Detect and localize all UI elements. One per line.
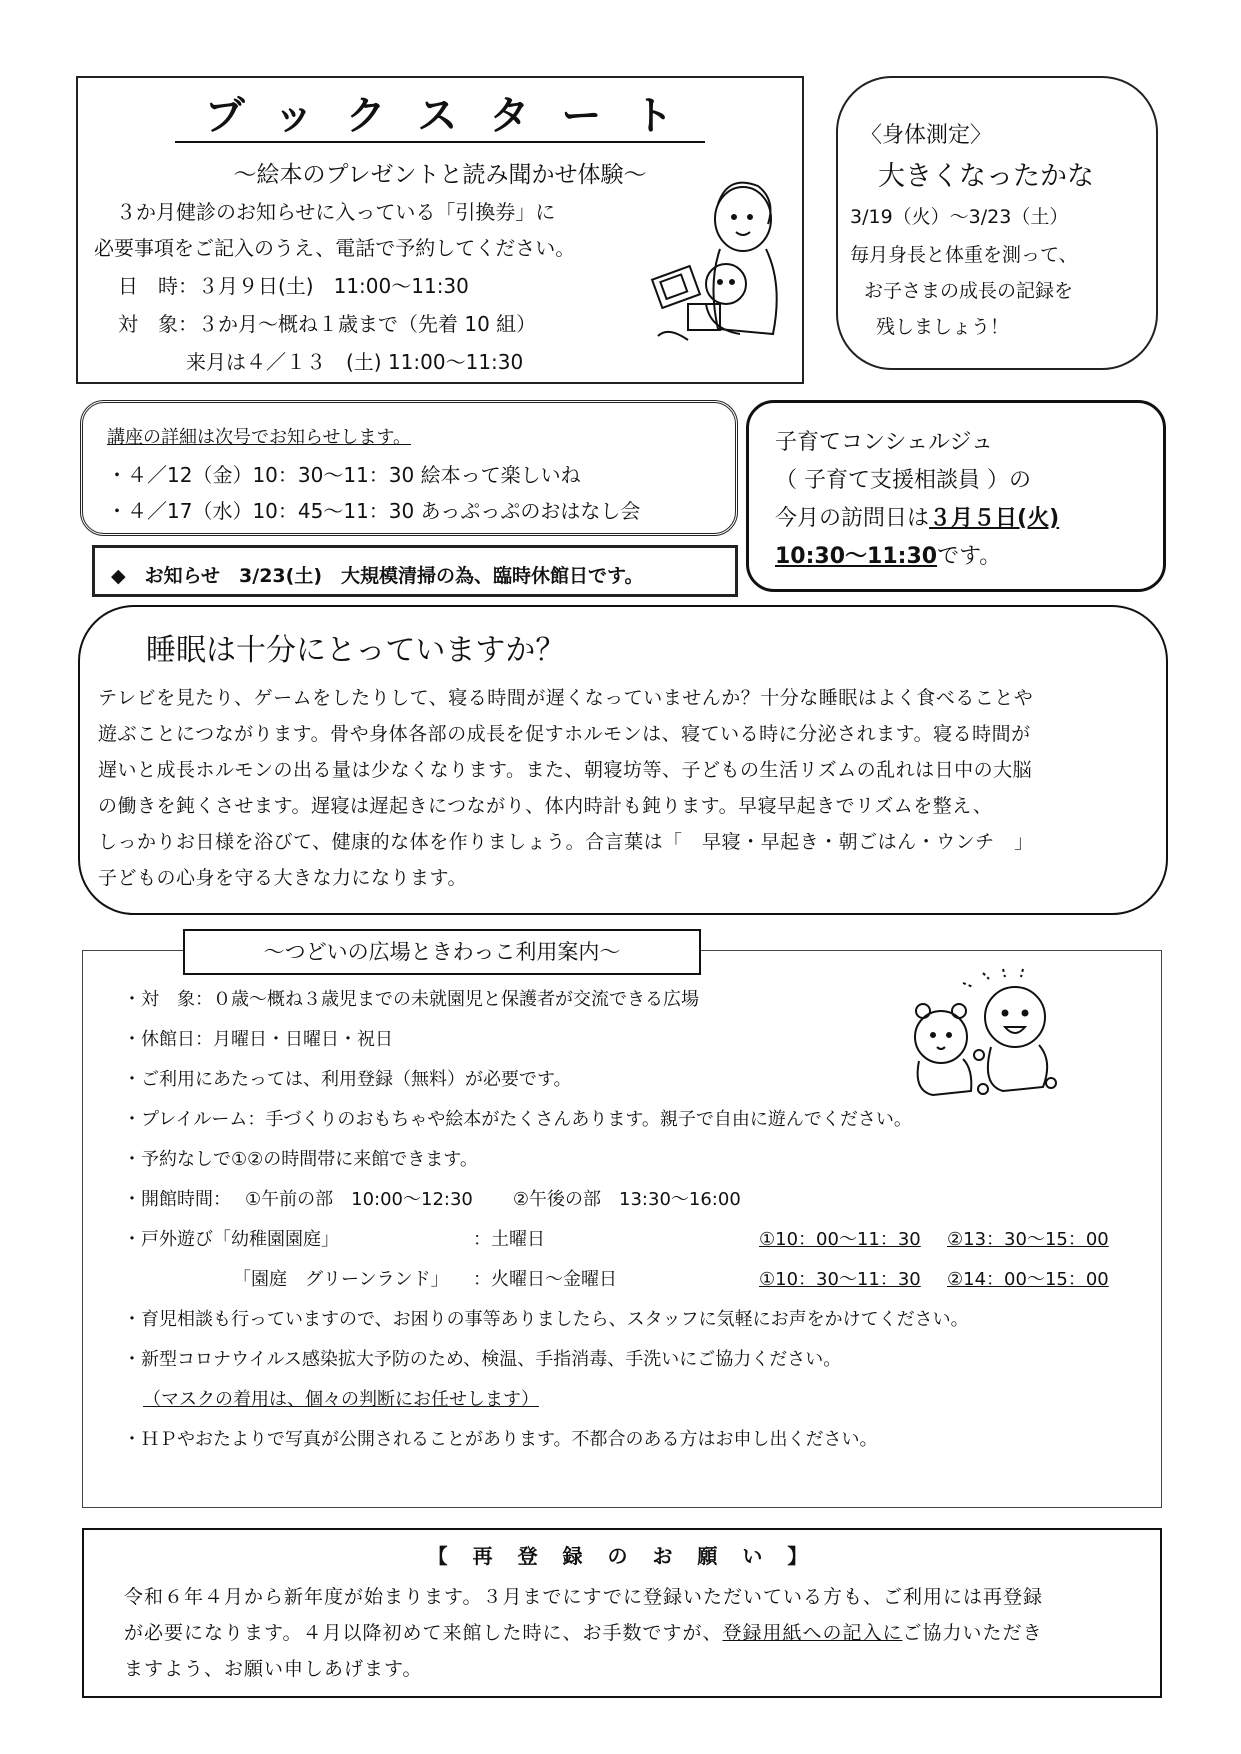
measurement-line3: 残しましょう！ (876, 316, 1010, 338)
tsudoi-target: ・対 象：０歳～概ね３歳児までの未就園児と保護者が交流できる広場 (123, 989, 699, 1010)
sleep-line: テレビを見たり、ゲームをしたりして、寝る時間が遅くなっていませんか？十分な睡眠はよく食べることや (98, 687, 1034, 709)
re-registration-title: 【 再 登 録 の お 願 い 】 (427, 1544, 817, 1568)
concierge-line2: （ 子育て支援相談員 ）の (775, 468, 1031, 493)
playing-children-illustration (893, 965, 1073, 1105)
tsudoi-outdoor2-label: 「園庭 グリーンランド」 (233, 1269, 449, 1290)
courses-heading: 講座の詳細は次号でお知らせします。 (107, 427, 412, 448)
course-item: ・４／12（金）10：30～11：30 絵本って楽しいね (107, 463, 581, 487)
tsudoi-closed: ・休館日：月曜日・日曜日・祝日 (123, 1029, 393, 1050)
tsudoi-consult: ・育児相談も行っていますので、お困りの事等ありましたら、スタッフに気軽にお声をかけてください。 (123, 1309, 969, 1330)
sleep-title: 睡眠は十分にとっていますか？ (146, 633, 566, 668)
tsudoi-outdoor2-day: ：火曜日～金曜日 (473, 1269, 617, 1290)
tsudoi-outdoor1-label: ・戸外遊び「幼稚園園庭」 (123, 1229, 339, 1250)
tsudoi-outdoor1-time2: ②13：30～15：00 (947, 1229, 1109, 1250)
tsudoi-no-reservation: ・予約なしで①②の時間帯に来館できます。 (123, 1149, 478, 1170)
tsudoi-outdoor1-time1: ①10：00～11：30 (759, 1229, 921, 1250)
closure-notice (92, 545, 738, 597)
re-registration-box (82, 1528, 1162, 1698)
tsudoi-outdoor1-day: ：土曜日 (473, 1229, 545, 1250)
bookstart-line2: 必要事項をご記入のうえ、電話で予約してください。 (94, 236, 576, 260)
concierge-box (746, 400, 1166, 592)
sleep-line: 子どもの心身を守る大きな力になります。 (98, 867, 467, 889)
bookstart-title: ブックスタート (78, 84, 802, 141)
bookstart-line1: ３か月健診のお知らせに入っている「引換券」に (116, 200, 556, 224)
measurement-heading: 〈身体測定〉 (860, 123, 993, 148)
bookstart-box (76, 76, 804, 384)
mother-reading-illustration (648, 104, 798, 364)
concierge-line3: 今月の訪問日は３月５日(火) (775, 506, 1060, 531)
concierge-line4: 10:30～11:30です。 (775, 544, 1002, 569)
sleep-line: の働きを鈍くさせます。遅寝は遅起きにつながり、体内時計も鈍ります。早寝早起きでリズムを整え、 (98, 795, 993, 817)
bookstart-subtitle: ～絵本のプレゼントと読み聞かせ体験～ (233, 162, 647, 188)
tsudoi-guide-box (82, 940, 1162, 1508)
notice-text: ◆ お知らせ 3/23(土) 大規模清掃の為、臨時休館日です。 (111, 565, 644, 587)
sleep-article (78, 605, 1168, 915)
tsudoi-covid: ・新型コロナウイルス感染拡大予防のため、検温、手指消毒、手洗いにご協力ください。 (123, 1349, 842, 1370)
measurement-line2: お子さまの成長の記録を (864, 280, 1074, 302)
sleep-line: 遅いと成長ホルモンの出る量は少なくなります。また、朝寝坊等、子どもの生活リズムの乱れは日中の大脳 (98, 759, 1033, 781)
re-registration-line1: 令和６年４月から新年度が始まります。３月までにすでに登録いただいている方も、ご利用には再登録 (124, 1586, 1044, 1608)
bookstart-next-month: 来月は４／１３ (土) 11:00～11:30 (186, 350, 524, 374)
measurement-title: 大きくなったかな (878, 161, 1094, 192)
tsudoi-outdoor2-time2: ②14：00～15：00 (947, 1269, 1109, 1290)
tsudoi-registration: ・ご利用にあたっては、利用登録（無料）が必要です。 (123, 1069, 572, 1090)
re-registration-line3: ますよう、お願い申しあげます。 (124, 1658, 423, 1680)
tsudoi-photo: ・ＨＰやおたよりで写真が公開されることがあります。不都合のある方はお申し出ください。 (123, 1429, 878, 1450)
tsudoi-outdoor2-time1: ①10：30～11：30 (759, 1269, 921, 1290)
tsudoi-hours: ・開館時間： ①午前の部 10:00～12:30 ②午後の部 13:30～16:00 (123, 1189, 741, 1210)
sleep-line: しっかりお日様を浴びて、健康的な体を作りましょう。合言葉は「 早寝・早起き・朝ごはん・ウンチ 」 (98, 831, 1034, 853)
re-registration-line2: が必要になります。４月以降初めて来館した時に、お手数ですが、登録用紙への記入にご協力いただき (124, 1622, 1043, 1644)
tsudoi-playroom: ・プレイルーム：手づくりのおもちゃや絵本がたくさんあります。親子で自由に遊んでください。 (123, 1109, 912, 1130)
tsudoi-title: ～つどいの広場ときわっこ利用案内～ (183, 929, 701, 975)
tsudoi-mask: （マスクの着用は、個々の判断にお任せします） (143, 1389, 539, 1410)
sleep-line: 遊ぶことにつながります。骨や身体各部の成長を促すホルモンは、寝ている時に分泌されます。寝る時間が (98, 723, 1031, 745)
bookstart-date: 日 時：３月９日(土) 11:00～11:30 (118, 274, 469, 298)
body-measurement-box (836, 76, 1158, 370)
measurement-line1: 毎月身長と体重を測って、 (850, 244, 1078, 266)
courses-box (80, 400, 738, 536)
measurement-dates: 3/19（火）～3/23（土） (850, 206, 1069, 228)
course-item: ・４／17（水）10：45～11：30 あっぷっぷのおはなし会 (107, 499, 641, 523)
concierge-line1: 子育てコンシェルジュ (775, 430, 994, 455)
bookstart-target: 対 象：３か月～概ね１歳まで（先着 10 組） (118, 312, 537, 336)
